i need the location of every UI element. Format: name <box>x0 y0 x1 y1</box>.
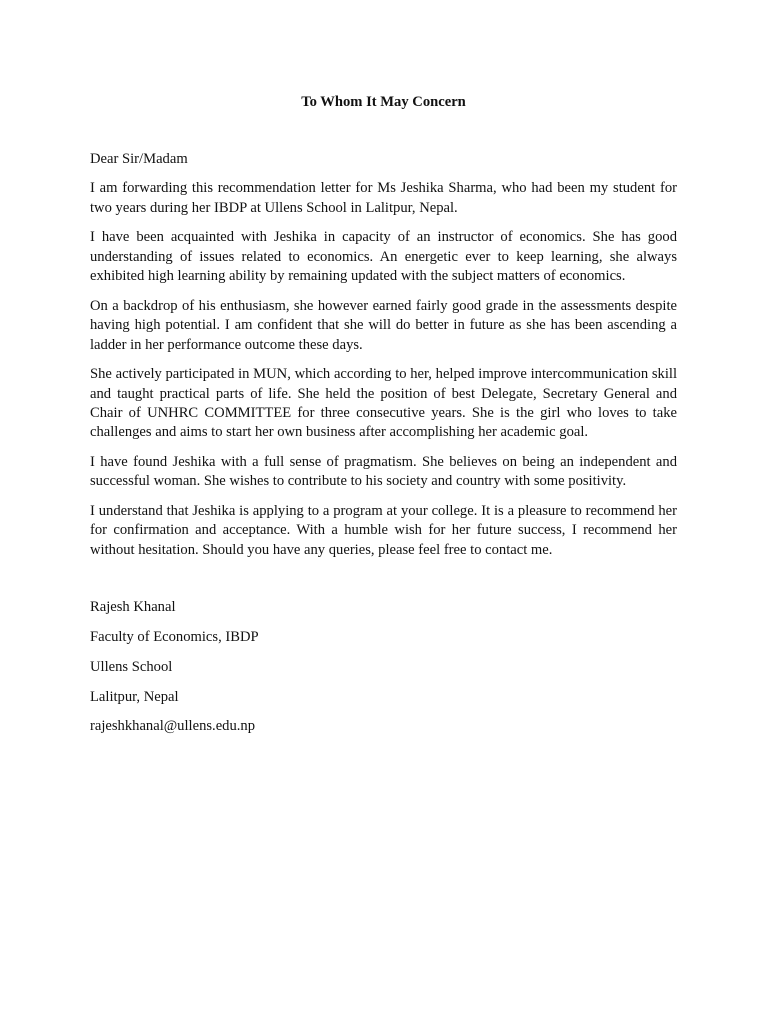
paragraph-acquaintance: I have been acquainted with Jeshika in capacity of an instructor of economics. She has good understanding of issues related to economics. An energetic ever to keep learning, she always exhibited high learning ability by remaining updated with the subject matters of economics. <box>90 229 677 285</box>
salutation: Dear Sir/Madam <box>90 151 188 167</box>
paragraph-character: I have found Jeshika with a full sense of pragmatism. She believes on being an independent and successful woman. She wishes to contribute to his society and country with some positivity. <box>90 454 677 490</box>
paragraph-assessment: On a backdrop of his enthusiasm, she however earned fairly good grade in the assessments despite having high potential. I am confident that she will do better in future as she has been ascending a ladder in her performance outcome these days. <box>90 297 677 353</box>
paragraph-recommendation: I understand that Jeshika is applying to a program at your college. It is a pleasure to recommend her for confirmation and acceptance. With a humble wish for her future success, I recommend her without hesitation. Should you have any queries, please feel free to contact me. <box>90 503 677 558</box>
signer-name: Rajesh Khanal <box>90 599 176 616</box>
paragraph-introduction: I am forwarding this recommendation letter for Ms Jeshika Sharma, who had been my student for two years during her IBDP at Ullens School in Lalitpur, Nepal. <box>90 180 677 216</box>
signer-school: Ullens School <box>90 658 173 675</box>
letter-body <box>90 92 677 747</box>
signer-email: rajeshkhanal@ullens.edu.np <box>90 718 256 735</box>
letter-title: To Whom It May Concern <box>301 94 466 110</box>
signer-position: Faculty of Economics, IBDP <box>90 629 259 646</box>
paragraph-activities: She actively participated in MUN, which according to her, helped improve intercommunication skill and taught practical parts of life. She held the position of best Delegate, Secretary General and Chair of UNHRC COMMITTEE for three consecutive years. She is the girl who loves to take challenges and aims to start her own business after accomplishing her academic goal. <box>90 366 677 441</box>
signer-location: Lalitpur, Nepal <box>90 688 179 705</box>
signature-block <box>90 598 677 737</box>
